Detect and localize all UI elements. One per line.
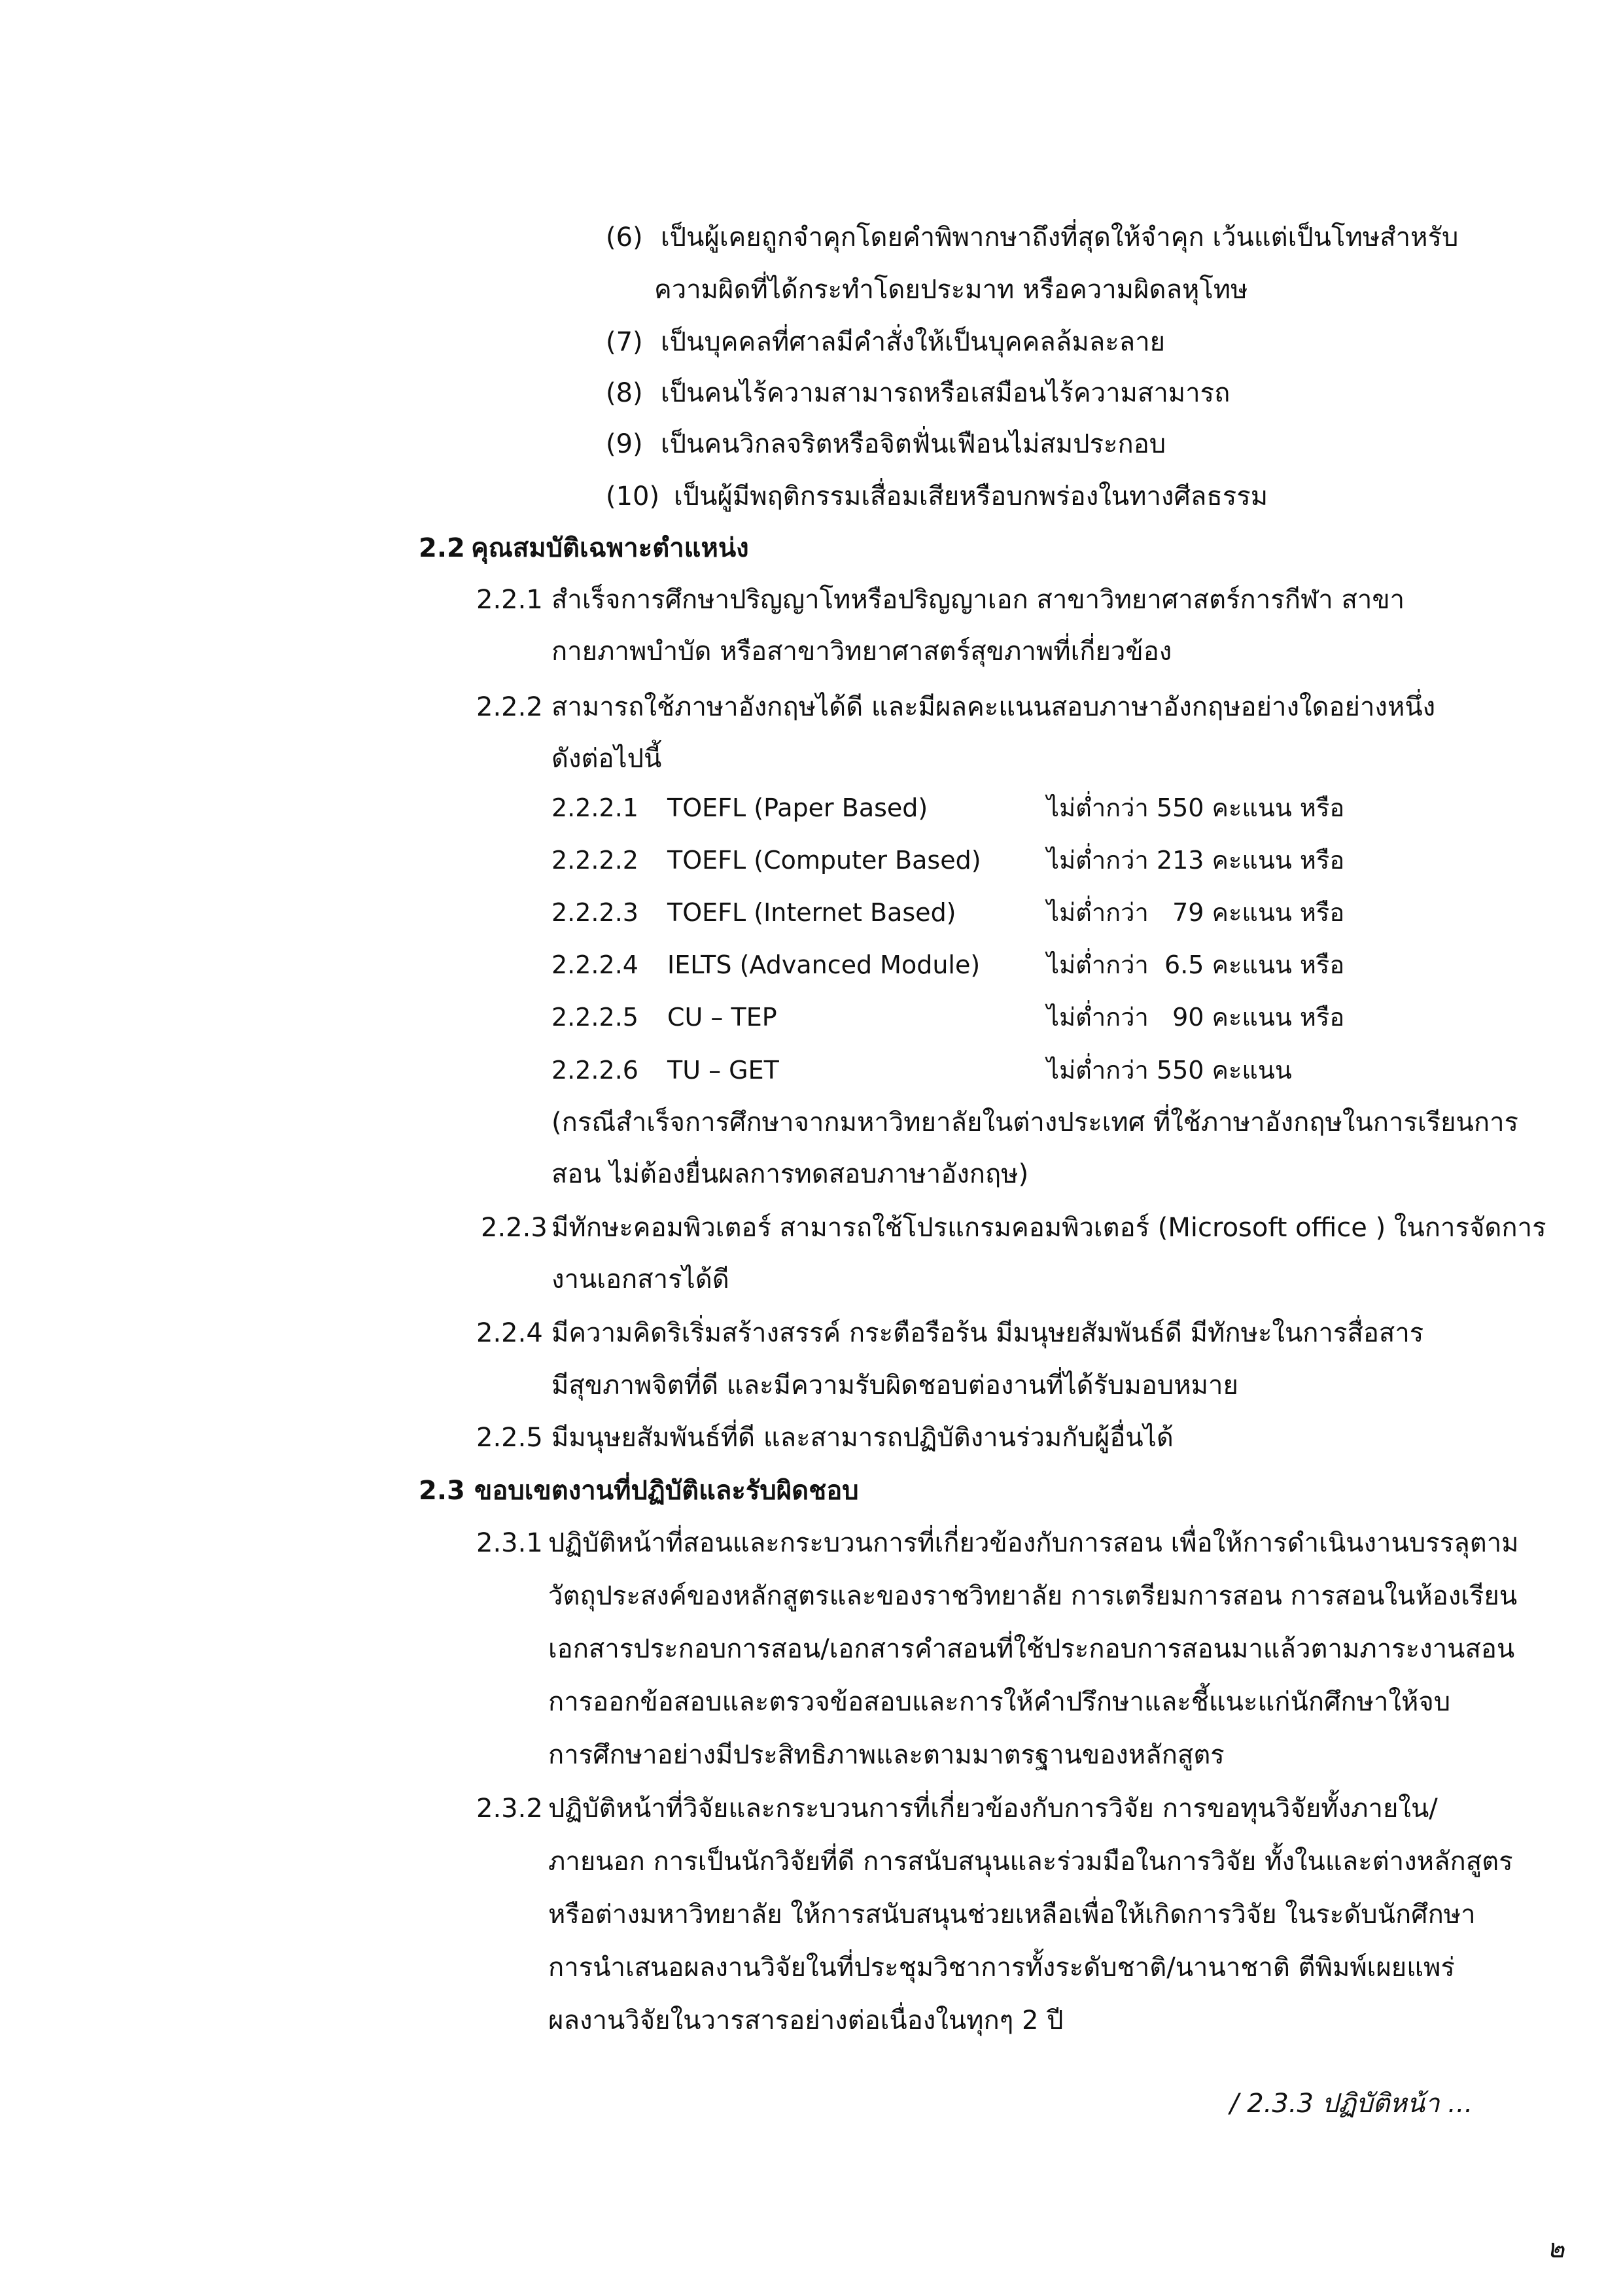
test-name: TOEFL (Internet Based) (667, 898, 956, 927)
item-6-line-1: เป็นผู้เคยถูกจำคุกโดยคำพิพากษาถึงที่สุดให้จำคุก เว้นแต่เป็นโทษสำหรับ (661, 222, 1459, 252)
s232-number: 2.3.2 (476, 1794, 543, 1824)
s225-number: 2.2.5 (476, 1423, 543, 1453)
test-requirement: ไม่ต่ำกว่า 90 คะแนน หรือ (1047, 1003, 1345, 1032)
test-requirement: ไม่ต่ำกว่า 79 คะแนน หรือ (1047, 898, 1345, 927)
item-7-number: (7) (606, 327, 643, 357)
test-code: 2.2.2.6 (551, 1056, 638, 1085)
test-name: TOEFL (Computer Based) (667, 846, 981, 875)
s223-number: 2.2.3 (481, 1213, 548, 1243)
s231-line-5: การศึกษาอย่างมีประสิทธิภาพและตามมาตรฐานของหลักสูตร (548, 1740, 1225, 1770)
s231-line-1: ปฏิบัติหน้าที่สอนและกระบวนการที่เกี่ยวข้องกับการสอน เพื่อให้การดำเนินงานบรรลุตาม (548, 1528, 1519, 1558)
item-9-number: (9) (606, 429, 643, 459)
s225-line-1: มีมนุษยสัมพันธ์ที่ดี และสามารถปฏิบัติงานร่วมกับผู้อื่นได้ (551, 1423, 1174, 1453)
continuation-note: / 2.3.3 ปฏิบัติหน้า ... (1230, 2089, 1473, 2119)
test-code: 2.2.2.1 (551, 793, 638, 822)
test-name: CU – TEP (667, 1003, 777, 1032)
s222-number: 2.2.2 (476, 692, 543, 722)
s221-number: 2.2.1 (476, 585, 543, 615)
s232-line-1: ปฏิบัติหน้าที่วิจัยและกระบวนการที่เกี่ยวข้องกับการวิจัย การขอทุนวิจัยทั้งภายใน/ (548, 1794, 1438, 1824)
s231-line-4: การออกข้อสอบและตรวจข้อสอบและการให้คำปรึกษาและชี้แนะแก่นักศึกษาให้จบ (548, 1687, 1451, 1717)
s222-line-1: สามารถใช้ภาษาอังกฤษได้ดี และมีผลคะแนนสอบภาษาอังกฤษอย่างใดอย่างหนึ่ง (551, 692, 1436, 722)
s224-number: 2.2.4 (476, 1318, 543, 1348)
s231-line-3: เอกสารประกอบการสอน/เอกสารคำสอนที่ใช้ประกอบการสอนมาแล้วตามภาระงานสอน (548, 1634, 1515, 1664)
test-name: TU – GET (667, 1056, 779, 1085)
section-2-3-heading: ขอบเขตงานที่ปฏิบัติและรับผิดชอบ (474, 1476, 859, 1506)
test-name: TOEFL (Paper Based) (667, 793, 928, 822)
s223-line-1: มีทักษะคอมพิวเตอร์ สามารถใช้โปรแกรมคอมพิวเตอร์ (Microsoft office ) ในการจัดการ (551, 1213, 1546, 1243)
s222-line-2: ดังต่อไปนี้ (551, 744, 662, 774)
item-7-line-1: เป็นบุคคลที่ศาลมีคำสั่งให้เป็นบุคคลล้มละลาย (661, 327, 1166, 357)
s232-line-2: ภายนอก การเป็นนักวิจัยที่ดี การสนับสนุนและร่วมมือในการวิจัย ทั้งในและต่างหลักสูตร (548, 1847, 1513, 1877)
test-code: 2.2.2.5 (551, 1003, 638, 1032)
test-name: IELTS (Advanced Module) (667, 950, 981, 979)
test-requirement: ไม่ต่ำกว่า 550 คะแนน หรือ (1047, 793, 1345, 822)
s232-line-4: การนำเสนอผลงานวิจัยในที่ประชุมวิชาการทั้งระดับชาติ/นานาชาติ ตีพิมพ์เผยแพร่ (548, 1953, 1455, 1983)
s223-line-2: งานเอกสารได้ดี (551, 1264, 729, 1295)
item-9-line-1: เป็นคนวิกลจริตหรือจิตฟั่นเฟือนไม่สมประกอบ (661, 429, 1166, 459)
page-number-mark: ๒ (1547, 2234, 1565, 2264)
s231-line-2: วัตถุประสงค์ของหลักสูตรและของราชวิทยาลัย การเตรียมการสอน การสอนในห้องเรียน (548, 1581, 1518, 1611)
note-line-2: สอน ไม่ต้องยื่นผลการทดสอบภาษาอังกฤษ) (551, 1159, 1029, 1189)
test-requirement: ไม่ต่ำกว่า 550 คะแนน (1047, 1056, 1292, 1085)
note-line-1: (กรณีสำเร็จการศึกษาจากมหาวิทยาลัยในต่างประเทศ ที่ใช้ภาษาอังกฤษในการเรียนการ (551, 1107, 1519, 1138)
s221-line-2: กายภาพบำบัด หรือสาขาวิทยาศาสตร์สุขภาพที่เกี่ยวข้อง (551, 636, 1172, 667)
s224-line-1: มีความคิดริเริ่มสร้างสรรค์ กระตือรือร้น มีมนุษยสัมพันธ์ดี มีทักษะในการสื่อสาร (551, 1318, 1424, 1348)
item-8-number: (8) (606, 378, 643, 408)
section-2-3-number: 2.3 (419, 1476, 465, 1506)
s231-number: 2.3.1 (476, 1528, 543, 1558)
item-10-line-1: เป็นผู้มีพฤติกรรมเสื่อมเสียหรือบกพร่องในทางศีลธรรม (674, 481, 1268, 512)
item-10-number: (10) (606, 481, 660, 512)
section-2-2-heading: คุณสมบัติเฉพาะตำแหน่ง (471, 533, 749, 563)
s221-line-1: สำเร็จการศึกษาปริญญาโทหรือปริญญาเอก สาขาวิทยาศาสตร์การกีฬา สาขา (551, 585, 1405, 615)
test-code: 2.2.2.3 (551, 898, 638, 927)
test-code: 2.2.2.2 (551, 846, 638, 875)
s232-line-3: หรือต่างมหาวิทยาลัย ให้การสนับสนุนช่วยเหลือเพื่อให้เกิดการวิจัย ในระดับนักศึกษา (548, 1900, 1476, 1930)
test-requirement: ไม่ต่ำกว่า 6.5 คะแนน หรือ (1047, 950, 1345, 979)
item-8-line-1: เป็นคนไร้ความสามารถหรือเสมือนไร้ความสามารถ (661, 378, 1230, 408)
s224-line-2: มีสุขภาพจิตที่ดี และมีความรับผิดชอบต่องานที่ได้รับมอบหมาย (551, 1370, 1238, 1400)
s232-line-5: ผลงานวิจัยในวารสารอย่างต่อเนื่องในทุกๆ 2 ปี (548, 2006, 1064, 2036)
item-6-line-2: ความผิดที่ได้กระทำโดยประมาท หรือความผิดลหุโทษ (654, 275, 1248, 305)
test-requirement: ไม่ต่ำกว่า 213 คะแนน หรือ (1047, 846, 1345, 875)
item-6-number: (6) (606, 222, 643, 252)
test-code: 2.2.2.4 (551, 950, 638, 979)
section-2-2-number: 2.2 (419, 533, 465, 563)
